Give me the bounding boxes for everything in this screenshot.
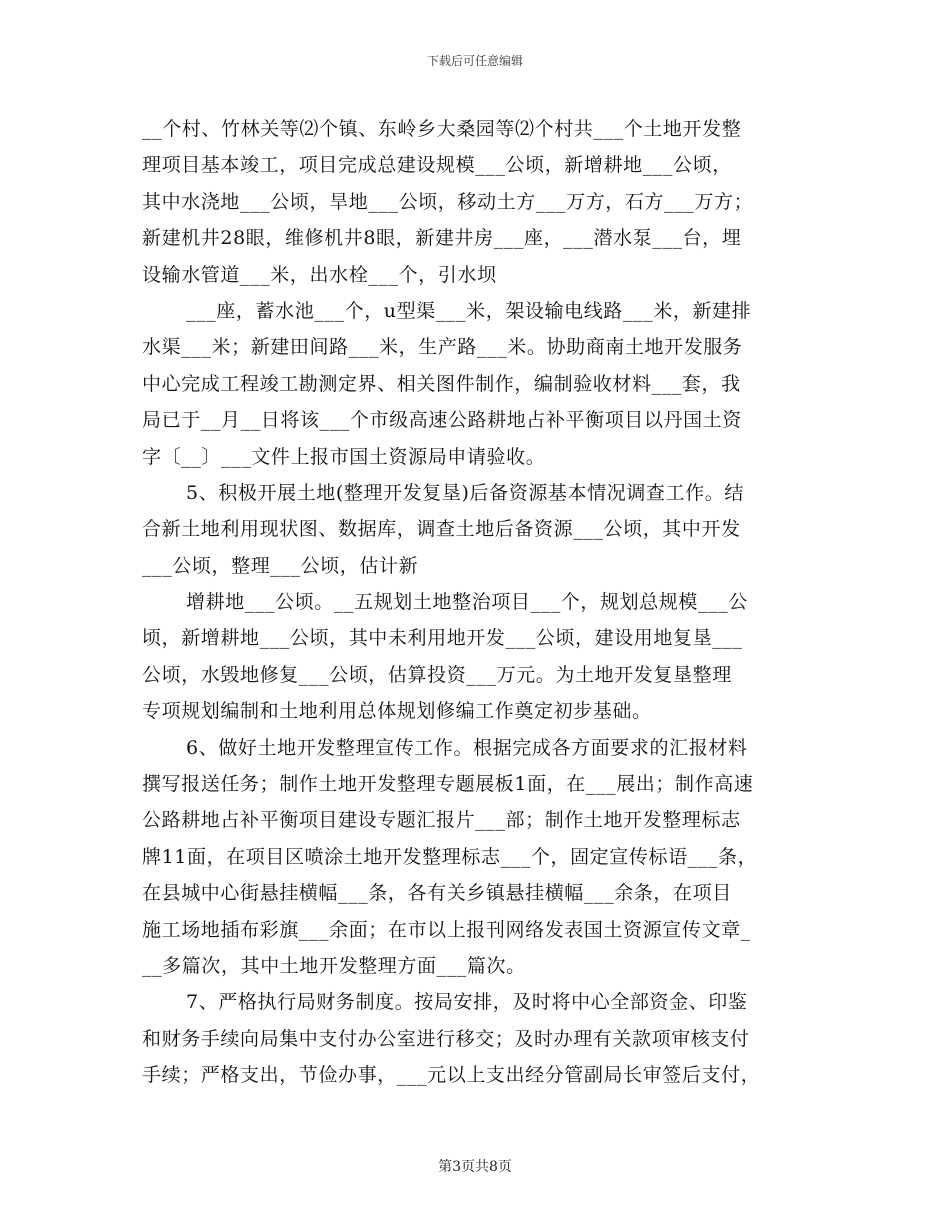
- text-line: 手续；严格支出，节俭办事，___元以上支出经分管副局长审签后支付，: [142, 1064, 761, 1087]
- text-line: 撰写报送任务；制作土地开发整理专题展板1面，在___展出；制作高速: [142, 773, 754, 796]
- text-line: 水渠___米；新建田间路___米，生产路___米。协助商南土地开发服务: [142, 336, 743, 359]
- text-line: 合新土地利用现状图、数据库，调查土地后备资源___公顷，其中开发: [142, 518, 741, 541]
- text-line: 理项目基本竣工，项目完成总建设规模___公顷，新增耕地___公顷，: [142, 154, 732, 177]
- text-line: 局已于__月__日将该___个市级高速公路耕地占补平衡项目以丹国土资: [142, 409, 742, 432]
- text-line: 增耕地___公顷。__五规划土地整治项目___个，规划总规模___公: [186, 591, 748, 614]
- paragraph-start-line: 6、做好土地开发整理宣传工作。根据完成各方面要求的汇报材料: [186, 736, 748, 759]
- text-line: 牌11面，在项目区喷涂土地开发整理标志___个，固定宣传标语___条，: [142, 845, 758, 868]
- text-line: 公顷，水毁地修复___公顷，估算投资___万元。为土地开发复垦整理: [142, 663, 732, 686]
- page-header: 下载后可任意编辑: [426, 54, 523, 68]
- document-body: [142, 111, 822, 1094]
- paragraph-start-line: 7、严格执行局财务制度。按局安排，及时将中心全部资金、印鉴: [186, 991, 748, 1014]
- text-line: 其中水浇地___公顷，旱地___公顷，移动土方___万方，石方___万方；: [142, 190, 754, 213]
- text-line: 字〔__〕___文件上报市国土资源局申请验收。: [142, 445, 546, 468]
- text-line: ___座，蓄水池___个，u型渠___米，架设输电线路___米，新建排: [186, 299, 752, 322]
- text-line: 在县城中心街悬挂横幅___条，各有关乡镇悬挂横幅___余条，在项目: [142, 882, 732, 905]
- text-line: ___公顷，整理___公顷，估计新: [142, 554, 419, 577]
- text-line: 公路耕地占补平衡项目建设专题汇报片___部；制作土地开发整理标志: [142, 809, 741, 832]
- text-line: __多篇次，其中土地开发整理方面___篇次。: [142, 954, 526, 977]
- text-line: 设输水管道___米，出水栓___个，引水坝: [142, 263, 497, 286]
- page-footer: 第3页共8页: [438, 1159, 512, 1175]
- text-line: 新建机井28眼，维修机井8眼，新建井房___座，___潜水泵___台，埋: [142, 227, 742, 250]
- text-line: __个村、竹林关等⑵个镇、东岭乡大桑园等⑵个村共___个土地开发整: [142, 118, 742, 140]
- text-line: 顷，新增耕地___公顷，其中未利用地开发___公顷，建设用地复垦___: [142, 627, 743, 650]
- text-line: 和财务手续向局集中支付办公室进行移交；及时办理有关款项审核支付: [142, 1027, 750, 1050]
- text-line: 专项规划编制和土地利用总体规划修编工作奠定初步基础。: [142, 700, 652, 723]
- paragraph-start-line: 5、积极开展土地(整理开发复垦)后备资源基本情况调查工作。结: [186, 481, 744, 504]
- text-line: 施工场地插布彩旗___余面；在市以上报刊网络发表国土资源宣传文章_: [142, 918, 751, 941]
- text-line: 中心完成工程竣工勘测定界、相关图件制作，编制验收材料___套，我: [142, 372, 741, 395]
